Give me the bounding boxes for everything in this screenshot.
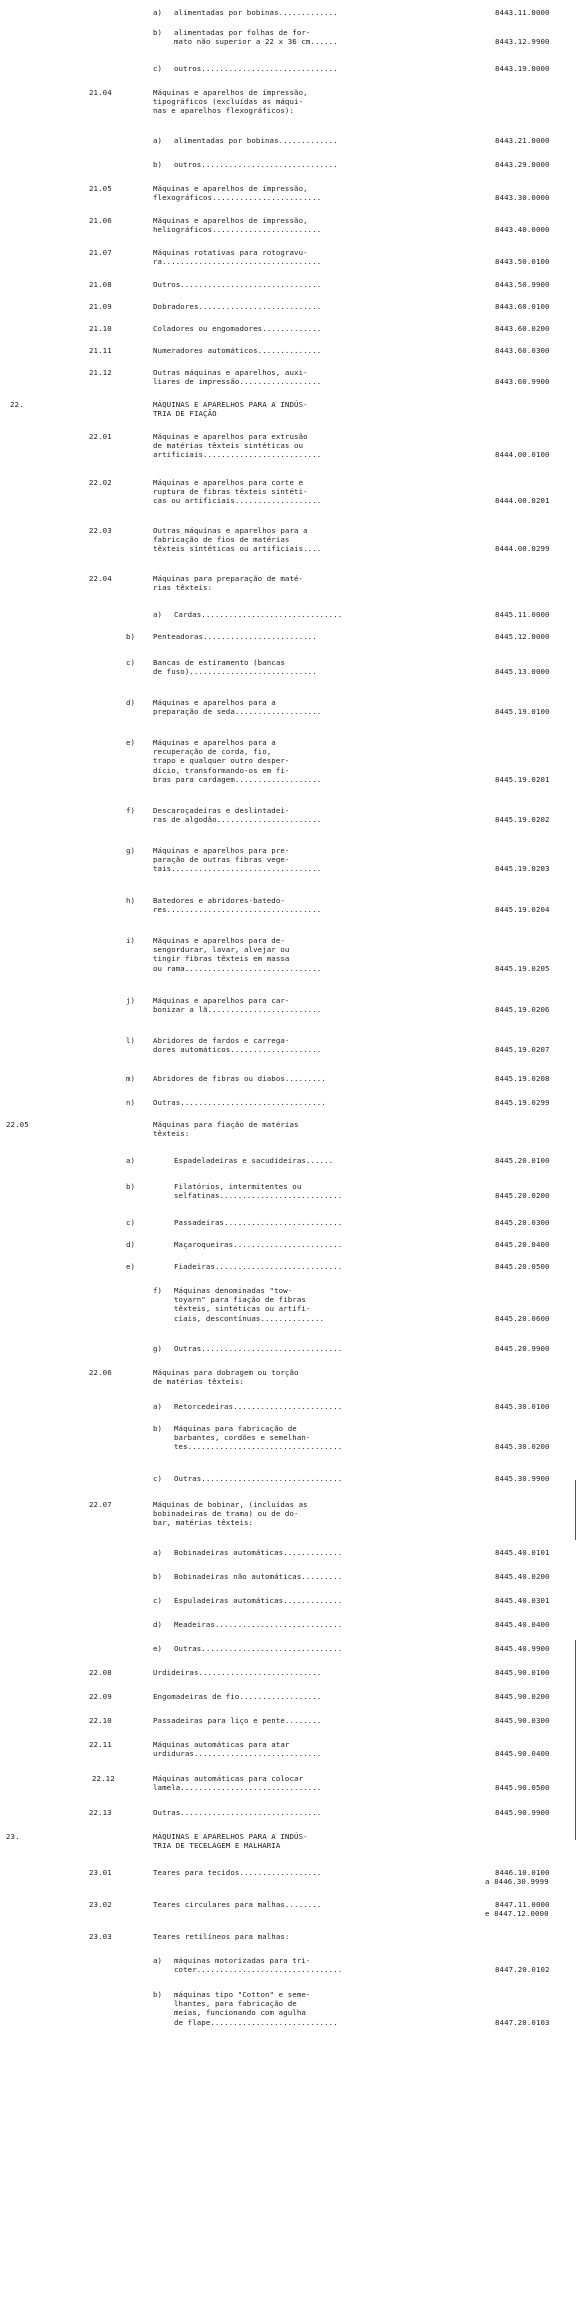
item-description	[153, 1098, 326, 1107]
item-description	[153, 1500, 308, 1528]
sub-item-letter: a)	[153, 1402, 163, 1411]
description-line: dores automáticos....................	[153, 1045, 322, 1055]
item-description	[153, 88, 308, 116]
tariff-code: 8445.40.0400	[495, 1620, 550, 1629]
tariff-code: 8445.30.0100	[495, 1402, 550, 1411]
item-description	[174, 1218, 342, 1227]
description-line: Bobinadeiras automáticas.............	[174, 1548, 343, 1557]
item-description	[153, 574, 303, 592]
description-line: de matérias têxteis:	[153, 1377, 244, 1387]
item-description	[153, 302, 321, 311]
description-line: TRIA DE TECELAGEM E MALHARIA	[153, 1841, 281, 1851]
tariff-code: 8443.29.0000	[495, 160, 550, 169]
description-line: Máquinas e aparelhos para pre-	[153, 846, 290, 855]
item-description	[174, 8, 338, 17]
item-description	[153, 936, 321, 973]
description-line: Batedores e abridores-batedo-	[153, 896, 285, 905]
description-line: rias têxteis:	[153, 583, 213, 593]
description-line: outros..............................	[174, 160, 338, 169]
description-line: têxteis:	[153, 1129, 190, 1139]
tariff-code: 8443.60.9900	[495, 377, 550, 387]
sub-item-letter: c)	[153, 1596, 163, 1605]
tariff-code: 8443.50.0100	[495, 257, 550, 267]
tariff-code: 8445.90.0100	[495, 1668, 550, 1677]
sub-item-letter: b)	[153, 1424, 163, 1433]
item-number: 22.08	[89, 1668, 112, 1677]
sub-item-letter: c)	[126, 1218, 136, 1227]
item-description	[174, 1990, 338, 2027]
sub-item-letter: a)	[153, 1956, 163, 1965]
item-description	[153, 400, 308, 418]
tariff-code-range: e 8447.12.0000	[485, 1909, 549, 1919]
item-number: 21.04	[89, 88, 112, 97]
item-description	[153, 1668, 321, 1677]
item-description	[174, 1596, 342, 1605]
description-line: MÁQUINAS E APARELHOS PARA A INDÚS-	[153, 400, 308, 409]
item-description	[153, 184, 321, 202]
sub-item-letter: b)	[153, 1990, 163, 1999]
item-number: 22.09	[89, 1692, 112, 1701]
sub-item-letter: g)	[126, 846, 136, 855]
description-line: outros..............................	[174, 64, 338, 73]
description-line: meias, funcionando com agulha	[174, 2008, 306, 2018]
description-line: Abridores de fibras ou diabos.........	[153, 1074, 326, 1083]
item-description	[153, 698, 321, 716]
tariff-code: 8443.11.0000	[495, 8, 550, 17]
description-line: alimentadas por bobinas.............	[174, 136, 338, 145]
tariff-code: 8445.19.0100	[495, 707, 550, 717]
item-number: 22.	[10, 400, 24, 409]
tariff-code: 8445.20.0100	[495, 1156, 550, 1165]
sub-item-letter: a)	[153, 1548, 163, 1557]
description-line: máquinas tipo "Cotton" e seme-	[174, 1990, 311, 1999]
item-number: 21.07	[89, 248, 112, 257]
sub-item-letter: e)	[153, 1644, 163, 1653]
item-description	[153, 248, 321, 266]
tariff-code: 8445.30.0200	[495, 1442, 550, 1452]
item-number: 22.02	[89, 478, 112, 487]
description-line: lhantes, para fabricação de	[174, 1999, 297, 2009]
item-description	[153, 658, 317, 676]
description-line: Espuladeiras automáticas.............	[174, 1596, 343, 1605]
item-description	[174, 1286, 324, 1323]
description-line: Outras...............................	[153, 1808, 322, 1817]
item-number: 22.10	[89, 1716, 112, 1725]
tariff-code: 8443.40.0000	[495, 225, 550, 235]
item-number: 23.	[6, 1832, 20, 1841]
item-description	[153, 1740, 321, 1758]
item-description	[153, 1120, 299, 1138]
item-description	[153, 478, 321, 506]
item-description	[153, 346, 321, 355]
sub-item-letter: b)	[153, 160, 163, 169]
tariff-code: 8445.40.0101	[495, 1548, 550, 1557]
item-description	[153, 368, 321, 386]
item-number: 21.09	[89, 302, 112, 311]
description-line: tes..................................	[174, 1442, 343, 1452]
description-line: Outras máquinas e aparelhos para a	[153, 526, 308, 535]
tariff-code: 8444.00.0299	[495, 544, 550, 554]
tariff-code: 8445.19.0299	[495, 1098, 550, 1107]
item-description	[174, 610, 342, 619]
tariff-code: 8445.19.0205	[495, 963, 550, 973]
description-line: cas ou artificiais...................	[153, 496, 322, 506]
sub-item-letter: e)	[126, 1262, 136, 1271]
item-description	[153, 216, 321, 234]
item-number: 22.03	[89, 526, 112, 535]
description-line: Máquinas e aparelhos de impressão,	[153, 184, 308, 193]
item-description	[153, 1716, 321, 1725]
sub-item-letter: h)	[126, 896, 136, 905]
description-line: trapo e qualquer outro desper-	[153, 756, 290, 766]
description-line: Dobradores...........................	[153, 302, 322, 311]
tariff-code: 8445.20.0300	[495, 1218, 550, 1227]
right-margin-rule	[575, 1480, 576, 1540]
description-line: Máquinas e aparelhos de impressão,	[153, 216, 308, 225]
tariff-code: 8445.20.0500	[495, 1262, 550, 1271]
description-line: paração de outras fibras vege-	[153, 855, 290, 865]
item-description	[153, 1832, 308, 1850]
tariff-code: 8445.20.0200	[495, 1191, 550, 1201]
description-line: Máquinas para dobragem ou torção	[153, 1368, 299, 1377]
sub-item-letter: e)	[126, 738, 136, 747]
description-line: Fiadeiras............................	[174, 1262, 343, 1271]
description-line: Espadeladeiras e sacudideiras......	[174, 1156, 334, 1165]
description-line: Coladores ou engomadores.............	[153, 324, 322, 333]
sub-item-letter: c)	[153, 64, 163, 73]
description-line: Filatórios, intermitentes ou	[174, 1182, 302, 1191]
item-description	[153, 1774, 321, 1792]
description-line: Máquinas e aparelhos para a	[153, 738, 276, 747]
sub-item-letter: a)	[153, 610, 163, 619]
item-description	[153, 996, 321, 1014]
description-line: barbantes, cordões e semelhan-	[174, 1433, 311, 1443]
item-description	[153, 1932, 290, 1941]
description-line: selfatinas...........................	[174, 1191, 343, 1201]
item-description	[153, 806, 321, 824]
sub-item-letter: m)	[126, 1074, 136, 1083]
description-line: Máquinas e aparelhos para a	[153, 698, 276, 707]
tariff-code: 8445.11.0000	[495, 610, 550, 619]
sub-item-letter: l)	[126, 1036, 136, 1045]
description-line: artificiais..........................	[153, 450, 322, 460]
description-line: máquinas motorizadas para tri-	[174, 1956, 311, 1965]
tariff-code: 8445.19.0206	[495, 1005, 550, 1015]
item-description	[174, 160, 338, 169]
tariff-code: 8445.19.0204	[495, 905, 550, 915]
description-line: sengordurar, lavar, alvejar ou	[153, 945, 290, 955]
description-line: TRIA DE FIAÇÃO	[153, 409, 217, 419]
description-line: Meadeiras............................	[174, 1620, 343, 1629]
tariff-code: 8445.12.0000	[495, 632, 550, 641]
item-description	[153, 632, 317, 641]
tariff-code: 8445.90.0300	[495, 1716, 550, 1725]
description-line: Abridores de fardos e carrega-	[153, 1036, 290, 1045]
description-line: liares de impressão..................	[153, 377, 322, 387]
item-description	[153, 432, 321, 460]
description-line: coter................................	[174, 1965, 343, 1975]
sub-item-letter: f)	[153, 1286, 163, 1295]
item-description	[174, 64, 338, 73]
tariff-code: 8445.90.9900	[495, 1808, 550, 1817]
description-line: heliográficos........................	[153, 225, 322, 235]
tariff-code: 8443.21.0000	[495, 136, 550, 145]
item-description	[174, 1344, 342, 1353]
description-line: Outras...............................	[174, 1644, 343, 1653]
item-number: 22.01	[89, 432, 112, 441]
item-description	[153, 846, 321, 874]
item-number: 22.06	[89, 1368, 112, 1377]
description-line: Máquinas para fiação de matérias	[153, 1120, 299, 1129]
tariff-code: 8446.10.0100	[495, 1868, 550, 1877]
description-line: têxteis sintéticas ou artificiais....	[153, 544, 322, 554]
item-description	[174, 1262, 342, 1271]
tariff-code: 8445.13.0000	[495, 667, 550, 677]
description-line: toyarn" para fiação de fibras	[174, 1295, 306, 1305]
description-line: recuperação de corda, fio,	[153, 747, 272, 757]
item-number: 22.04	[89, 574, 112, 583]
item-number: 22.13	[89, 1808, 112, 1817]
item-description	[174, 1956, 342, 1974]
tariff-code: 8445.19.0202	[495, 815, 550, 825]
item-description	[174, 1424, 342, 1452]
tariff-code: 8445.90.0200	[495, 1692, 550, 1701]
tariff-code: 8447.20.0102	[495, 1965, 550, 1975]
tariff-code: 8443.30.0000	[495, 193, 550, 203]
description-line: tais.................................	[153, 864, 322, 874]
tariff-code: 8445.90.0500	[495, 1783, 550, 1793]
item-number: 21.05	[89, 184, 112, 193]
item-number: 21.10	[89, 324, 112, 333]
sub-item-letter: g)	[153, 1344, 163, 1353]
item-description	[174, 28, 338, 46]
description-line: alimentadas por bobinas.............	[174, 8, 338, 17]
tariff-code: 8443.60.0100	[495, 302, 550, 311]
item-description	[174, 1182, 342, 1200]
description-line: Engomadeiras de fio..................	[153, 1692, 322, 1701]
description-line: lamela...............................	[153, 1783, 322, 1793]
sub-item-letter: j)	[126, 996, 136, 1005]
tariff-code: 8443.60.0300	[495, 346, 550, 355]
tariff-code: 8445.20.9900	[495, 1344, 550, 1353]
description-line: Numeradores automáticos..............	[153, 346, 322, 355]
description-line: mato não superior a 22 x 36 cm......	[174, 37, 338, 47]
item-number: 23.03	[89, 1932, 112, 1941]
description-line: nas e aparelhos flexográficos):	[153, 106, 295, 116]
tariff-code: 8443.60.0200	[495, 324, 550, 333]
right-margin-rule	[575, 1640, 576, 1840]
sub-item-letter: a)	[153, 8, 163, 17]
sub-item-letter: b)	[153, 1572, 163, 1581]
sub-item-letter: b)	[126, 632, 136, 641]
item-description	[153, 526, 321, 554]
item-description	[153, 1900, 321, 1909]
item-number: 21.06	[89, 216, 112, 225]
description-line: Maçaroqueiras........................	[174, 1240, 343, 1249]
item-description	[174, 136, 338, 145]
sub-item-letter: b)	[126, 1182, 136, 1191]
description-line: Cardas...............................	[174, 610, 343, 619]
description-line: Bobinadeiras não automáticas.........	[174, 1572, 343, 1581]
description-line: Descaroçadeiras e deslintadei-	[153, 806, 290, 815]
description-line: Máquinas e aparelhos para corte e	[153, 478, 304, 487]
tariff-code: 8447.20.0103	[495, 2017, 550, 2027]
sub-item-letter: d)	[126, 1240, 136, 1249]
description-line: Máquinas e aparelhos para car-	[153, 996, 290, 1005]
tariff-code: 8443.12.9900	[495, 37, 550, 47]
description-line: Máquinas e aparelhos para de-	[153, 936, 285, 945]
sub-item-letter: f)	[126, 806, 136, 815]
description-line: Teares circulares para malhas........	[153, 1900, 322, 1909]
sub-item-letter: i)	[126, 936, 136, 945]
description-line: bobinadeiras de trama) ou de do-	[153, 1509, 299, 1519]
description-line: bar, matérias têxteis:	[153, 1518, 254, 1528]
tariff-code: 8445.19.0203	[495, 864, 550, 874]
description-line: ruptura de fibras têxteis sintéti-	[153, 487, 308, 497]
description-line: preparação de seda...................	[153, 707, 322, 717]
tariff-code: 8445.40.0301	[495, 1596, 550, 1605]
tariff-code: 8444.00.0201	[495, 496, 550, 506]
tariff-code-range: a 8446.30.9999	[485, 1877, 549, 1887]
item-description	[174, 1474, 342, 1483]
description-line: Máquinas rotativas para rotogravu-	[153, 248, 308, 257]
item-description	[153, 896, 321, 914]
description-line: Máquinas automáticas para atar	[153, 1740, 290, 1749]
description-line: Passadeiras para liço e pente........	[153, 1716, 322, 1725]
tariff-code: 8445.40.0200	[495, 1572, 550, 1581]
description-line: tipográficos (excluídas as máqui-	[153, 97, 304, 107]
item-number: 22.07	[89, 1500, 112, 1509]
item-description	[153, 324, 321, 333]
description-line: ciais, descontínuas..............	[174, 1313, 325, 1323]
item-description	[153, 1074, 326, 1083]
sub-item-letter: c)	[153, 1474, 163, 1483]
description-line: Máquinas para preparação de maté-	[153, 574, 304, 583]
description-line: bras para cardagem...................	[153, 774, 322, 784]
tariff-code: 8444.00.0100	[495, 450, 550, 460]
item-number: 22.05	[6, 1120, 29, 1129]
item-number: 23.01	[89, 1868, 112, 1877]
tariff-code: 8443.50.9900	[495, 280, 550, 289]
item-description	[153, 1368, 299, 1386]
description-line: Máquinas para fabricação de	[174, 1424, 297, 1433]
description-line: Teares para tecidos..................	[153, 1868, 322, 1877]
description-line: ras de algodão.......................	[153, 815, 322, 825]
sub-item-letter: a)	[153, 136, 163, 145]
description-line: Máquinas de bobinar, (incluídas as	[153, 1500, 308, 1509]
item-description	[174, 1644, 342, 1653]
tariff-code: 8445.20.0600	[495, 1313, 550, 1323]
description-line: res..................................	[153, 905, 322, 915]
item-description	[174, 1156, 333, 1165]
description-line: ou rama..............................	[153, 963, 322, 973]
description-line: Passadeiras..........................	[174, 1218, 343, 1227]
description-line: Outras...............................	[174, 1474, 343, 1483]
description-line: bonizar a lã.........................	[153, 1005, 322, 1015]
item-description	[153, 280, 321, 289]
description-line: Outros...............................	[153, 280, 322, 289]
description-line: de flape............................	[174, 2017, 338, 2027]
sub-item-letter: n)	[126, 1098, 136, 1107]
item-number: 22.11	[89, 1740, 112, 1749]
item-number: 21.12	[89, 368, 112, 377]
item-number: 23.02	[89, 1900, 112, 1909]
description-line: Máquinas e aparelhos de impressão,	[153, 88, 308, 97]
description-line: Máquinas denominadas "tow-	[174, 1286, 293, 1295]
description-line: dício, transformando-os em fi-	[153, 765, 290, 775]
tariff-code: 8443.19.0000	[495, 64, 550, 73]
item-number: 21.08	[89, 280, 112, 289]
description-line: Bancas de estiramento (bancas	[153, 658, 285, 667]
tariff-code: 8445.19.0207	[495, 1045, 550, 1055]
tariff-code: 8445.30.9900	[495, 1474, 550, 1483]
description-line: de fuso)............................	[153, 667, 317, 677]
item-description	[174, 1402, 342, 1411]
sub-item-letter: b)	[153, 28, 163, 37]
description-line: Urdideiras...........................	[153, 1668, 322, 1677]
item-description	[153, 1868, 321, 1877]
description-line: flexográficos........................	[153, 193, 322, 203]
description-line: de matérias têxteis sintéticas ou	[153, 441, 304, 451]
tariff-code: 8445.20.0400	[495, 1240, 550, 1249]
item-description	[153, 1692, 321, 1701]
description-line: Retorcedeiras........................	[174, 1402, 343, 1411]
tariff-code: 8447.11.0000	[495, 1900, 550, 1909]
sub-item-letter: d)	[153, 1620, 163, 1629]
sub-item-letter: c)	[126, 658, 136, 667]
description-line: urdiduras............................	[153, 1749, 322, 1759]
tariff-code: 8445.19.0208	[495, 1074, 550, 1083]
item-description	[174, 1240, 342, 1249]
description-line: ra...................................	[153, 257, 322, 267]
item-description	[153, 738, 321, 784]
description-line: MÁQUINAS E APARELHOS PARA A INDÚS-	[153, 1832, 308, 1841]
item-description	[153, 1808, 321, 1817]
description-line: Penteadoras.........................	[153, 632, 317, 641]
description-line: alimentadas por folhas de for-	[174, 28, 311, 37]
item-description	[174, 1572, 342, 1581]
description-line: Outras máquinas e aparelhos, auxi-	[153, 368, 308, 377]
item-description	[174, 1548, 342, 1557]
tariff-code: 8445.40.9900	[495, 1644, 550, 1653]
description-line: tingir fibras têxteis em massa	[153, 954, 290, 964]
item-number: 22.12	[92, 1774, 115, 1783]
description-line: Outras................................	[153, 1098, 326, 1107]
description-line: Outras...............................	[174, 1344, 343, 1353]
description-line: Teares retilíneos para malhas:	[153, 1932, 290, 1941]
sub-item-letter: d)	[126, 698, 136, 707]
sub-item-letter: a)	[126, 1156, 136, 1165]
tariff-code: 8445.19.0201	[495, 774, 550, 784]
item-number: 21.11	[89, 346, 112, 355]
description-line: Máquinas automáticas para colocar	[153, 1774, 304, 1783]
description-line: fabricação de fios de matérias	[153, 535, 290, 545]
item-description	[153, 1036, 321, 1054]
tariff-code: 8445.90.0400	[495, 1749, 550, 1759]
description-line: Máquinas e aparelhos para extrusão	[153, 432, 308, 441]
item-description	[174, 1620, 342, 1629]
description-line: têxteis, sintéticas ou artifi-	[174, 1304, 311, 1314]
